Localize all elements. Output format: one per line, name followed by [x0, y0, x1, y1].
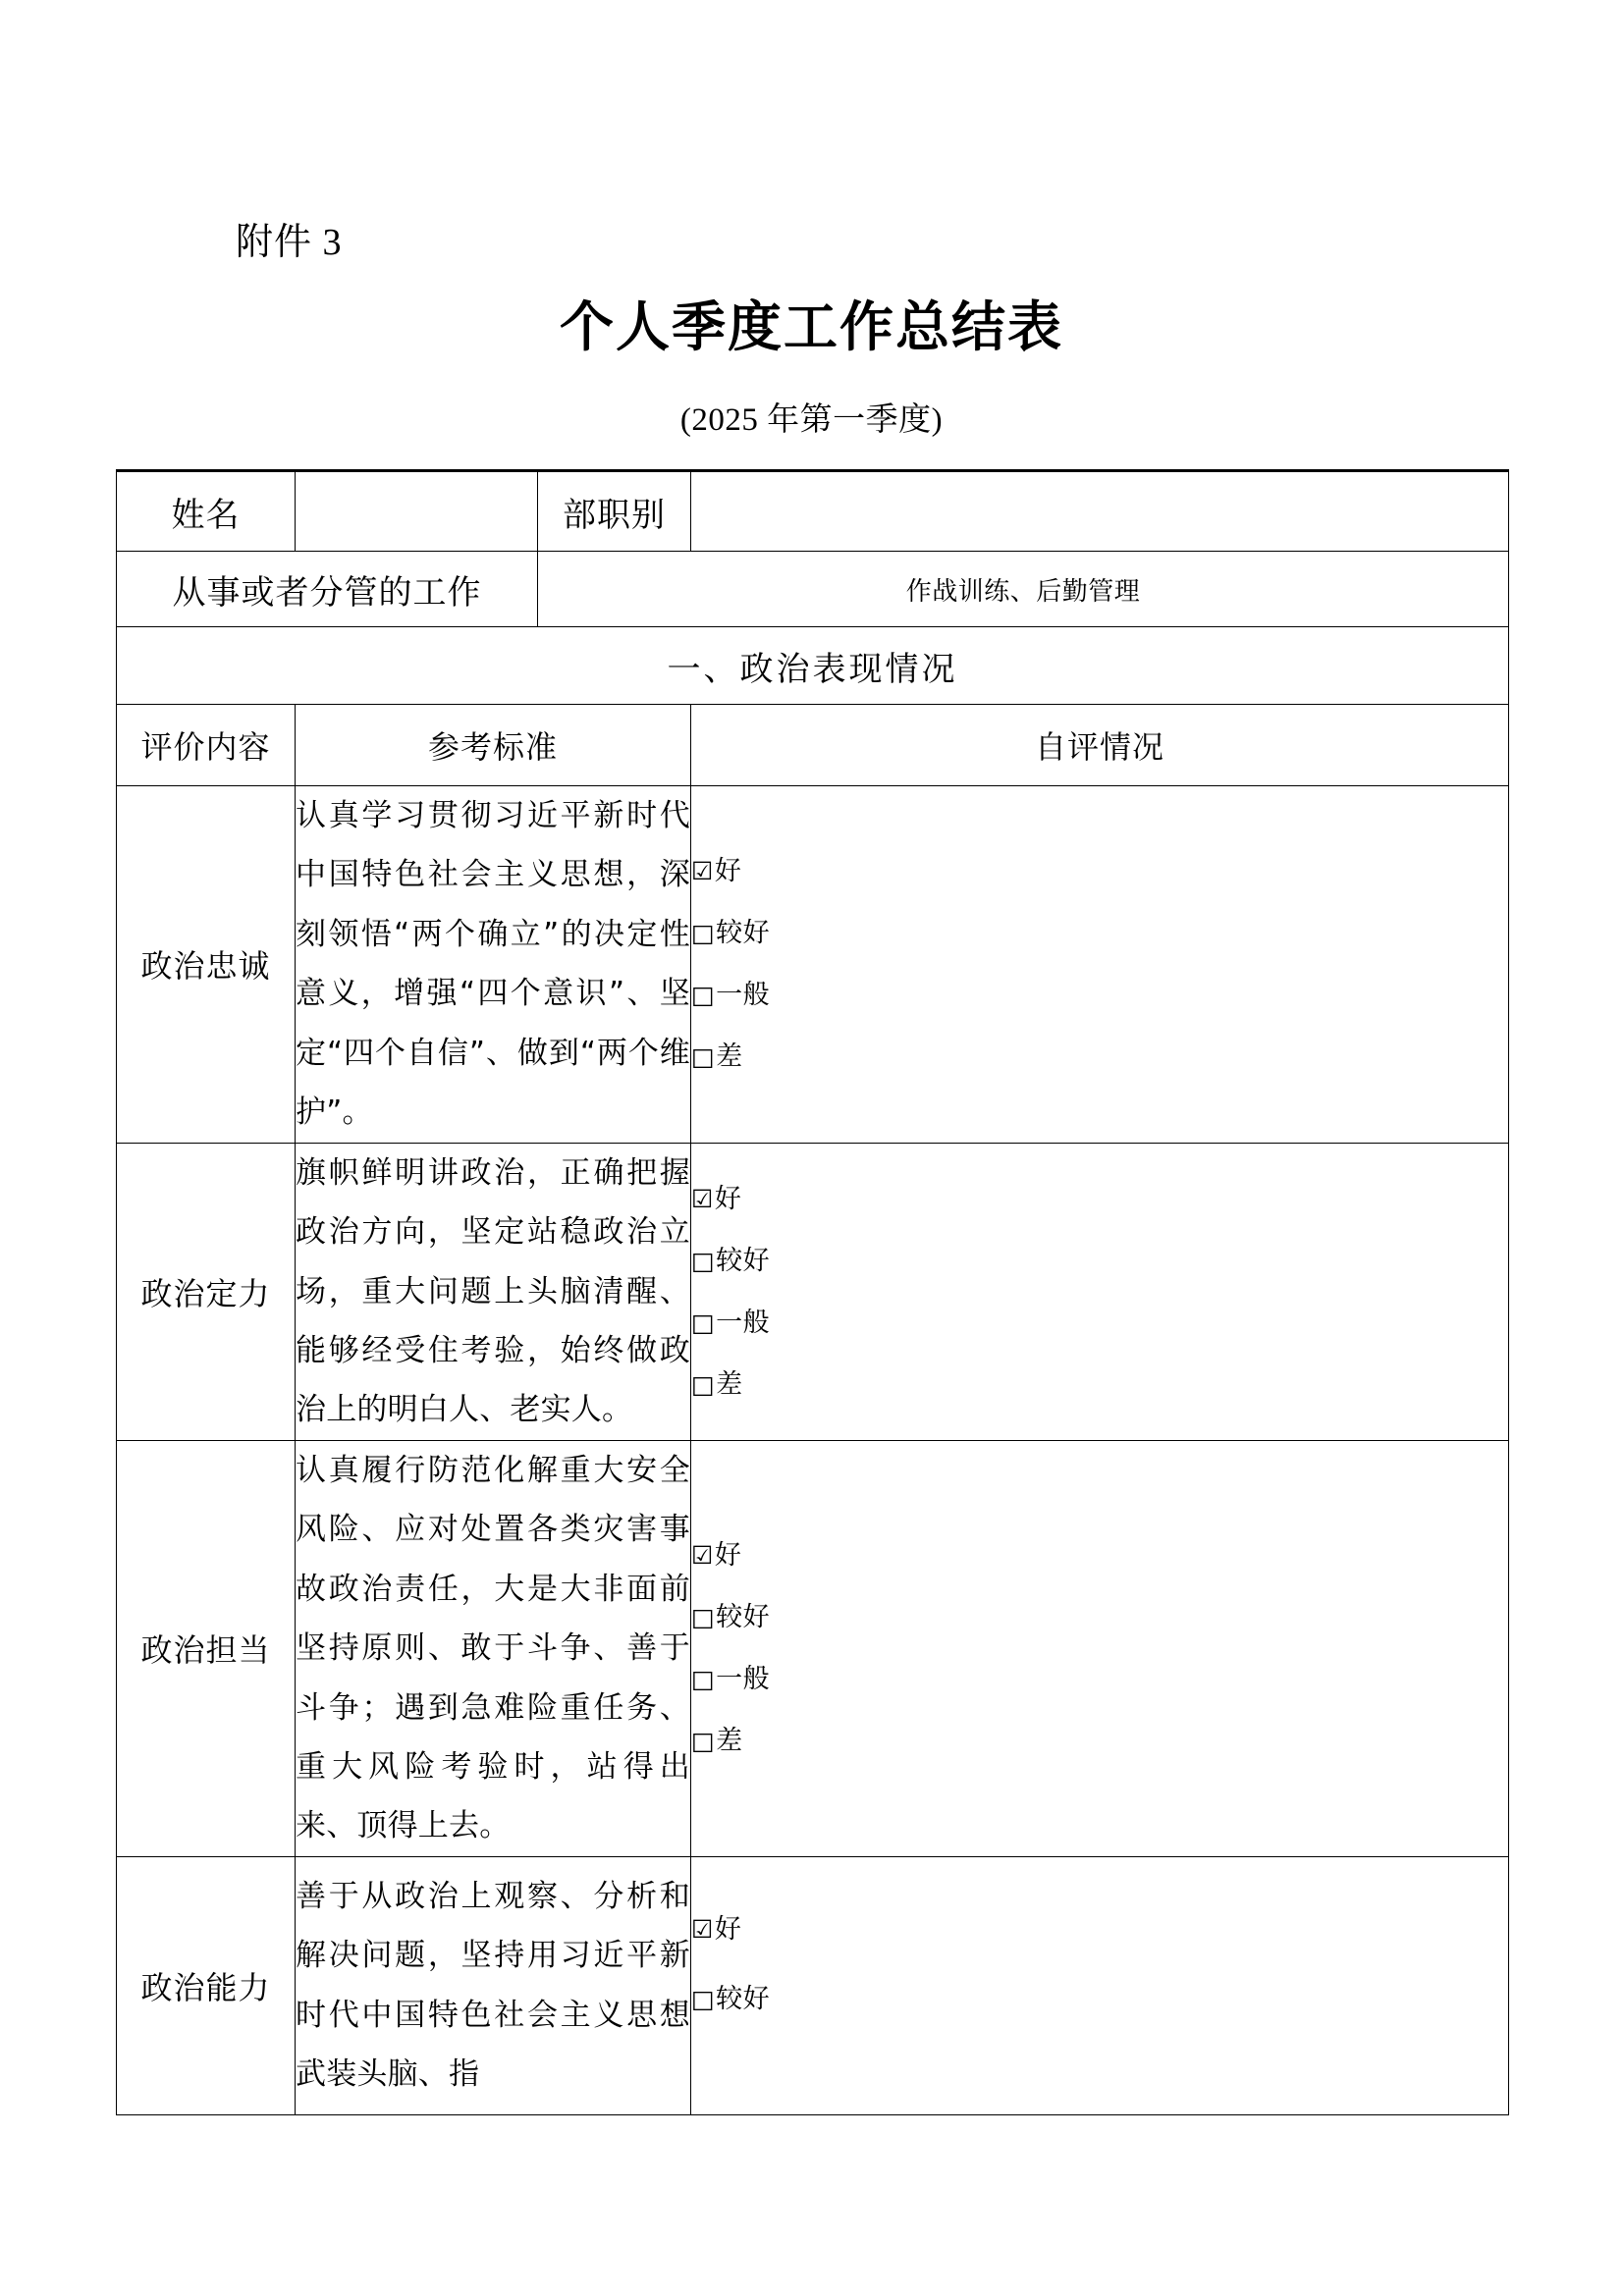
checkbox-checked-icon[interactable]: ☑ — [691, 1184, 714, 1213]
self-option-label: 好 — [714, 856, 742, 887]
eval-self-options — [691, 1440, 1509, 1856]
self-option-fair-good[interactable] — [691, 1245, 1508, 1276]
duty-value-field[interactable]: 作战训练、后勤管理 — [538, 552, 1509, 627]
checkbox-unchecked-icon[interactable]: □ — [691, 1727, 716, 1756]
document-subtitle: (2025 年第一季度) — [679, 402, 944, 438]
self-option-good[interactable] — [691, 1540, 1508, 1572]
checkbox-checked-icon[interactable]: ☑ — [691, 1914, 714, 1944]
self-option-label: 较好 — [716, 918, 771, 949]
eval-self-options — [691, 786, 1509, 1144]
eval-item-name: 政治能力 — [117, 1856, 296, 2114]
quarterly-summary-table — [116, 469, 1509, 2115]
self-option-label: 一般 — [716, 1307, 771, 1338]
self-option-label: 好 — [714, 1540, 742, 1572]
checkbox-unchecked-icon[interactable]: □ — [691, 1308, 716, 1337]
checkbox-unchecked-icon[interactable]: □ — [691, 1246, 716, 1275]
table-row — [117, 786, 1509, 1144]
checkbox-unchecked-icon[interactable]: □ — [691, 1603, 716, 1632]
self-option-good[interactable] — [691, 1913, 1508, 1945]
self-option-label: 好 — [714, 1913, 742, 1945]
eval-item-name: 政治定力 — [117, 1143, 296, 1440]
position-value-field[interactable] — [691, 471, 1509, 552]
self-option-poor[interactable] — [691, 1041, 1508, 1073]
table-row — [117, 1440, 1509, 1856]
table-row-section-heading — [117, 627, 1509, 705]
table-row-column-headers — [117, 705, 1509, 786]
self-option-average[interactable] — [691, 1664, 1508, 1695]
checkbox-unchecked-icon[interactable]: □ — [691, 919, 716, 948]
self-option-label: 较好 — [716, 1602, 771, 1633]
self-option-label: 差 — [716, 1368, 743, 1400]
section-heading-political: 一、政治表现情况 — [117, 627, 1509, 705]
table-row-duty — [117, 552, 1509, 627]
checkbox-checked-icon[interactable]: ☑ — [691, 857, 714, 886]
duty-label: 从事或者分管的工作 — [117, 552, 538, 627]
self-option-label: 一般 — [716, 980, 771, 1011]
self-option-average[interactable] — [691, 980, 1508, 1011]
table-row-basic-info — [117, 471, 1509, 552]
page-title: 个人季度工作总结表 — [559, 295, 1063, 358]
eval-item-name: 政治忠诚 — [117, 786, 296, 1144]
eval-standard-text: 认真学习贯彻习近平新时代中国特色社会主义思想，深刻领悟“两个确立”的决定性意义，增强“四个意识”、坚定“四个自信”、做到“两个维护”。 — [296, 786, 691, 1144]
self-option-good[interactable] — [691, 1183, 1508, 1214]
self-option-fair-good[interactable] — [691, 1983, 1508, 2014]
table-row — [117, 1856, 1509, 2114]
self-option-good[interactable] — [691, 856, 1508, 887]
self-option-label: 好 — [714, 1183, 742, 1214]
eval-item-name: 政治担当 — [117, 1440, 296, 1856]
eval-standard-text: 善于从政治上观察、分析和解决问题，坚持用习近平新时代中国特色社会主义思想武装头脑、指 — [296, 1856, 691, 2114]
self-option-poor[interactable] — [691, 1726, 1508, 1757]
checkbox-unchecked-icon[interactable]: □ — [691, 1042, 716, 1072]
eval-standard-text: 认真履行防范化解重大安全风险、应对处置各类灾害事故政治责任，大是大非面前坚持原则、敢于斗争、善于斗争；遇到急难险重任务、重大风险考验时，站得出来、顶得上去。 — [296, 1440, 691, 1856]
column-header-standard: 参考标准 — [296, 705, 691, 786]
name-value-field[interactable] — [296, 471, 538, 552]
eval-standard-text: 旗帜鲜明讲政治，正确把握政治方向，坚定站稳政治立场，重大问题上头脑清醒、能够经受住考验，始终做政治上的明白人、老实人。 — [296, 1143, 691, 1440]
self-option-label: 较好 — [716, 1983, 771, 2014]
attachment-label: 附件 3 — [236, 222, 343, 263]
checkbox-checked-icon[interactable]: ☑ — [691, 1541, 714, 1571]
name-label: 姓名 — [117, 471, 296, 552]
checkbox-unchecked-icon[interactable]: □ — [691, 1369, 716, 1399]
position-label: 部职别 — [538, 471, 691, 552]
checkbox-unchecked-icon[interactable]: □ — [691, 1665, 716, 1694]
self-option-average[interactable] — [691, 1309, 1508, 1336]
self-option-poor[interactable] — [691, 1368, 1508, 1400]
self-option-label: 一般 — [716, 1664, 771, 1695]
self-option-label: 较好 — [716, 1245, 771, 1276]
column-header-item: 评价内容 — [117, 705, 296, 786]
column-header-self-evaluation: 自评情况 — [691, 705, 1509, 786]
self-option-label: 差 — [716, 1726, 743, 1757]
checkbox-unchecked-icon[interactable]: □ — [691, 981, 716, 1010]
self-option-fair-good[interactable] — [691, 918, 1508, 949]
self-option-fair-good[interactable] — [691, 1602, 1508, 1633]
eval-self-options — [691, 1143, 1509, 1440]
table-row — [117, 1143, 1509, 1440]
eval-self-options — [691, 1856, 1509, 2114]
self-option-label: 差 — [716, 1041, 743, 1073]
checkbox-unchecked-icon[interactable]: □ — [691, 1984, 716, 2013]
